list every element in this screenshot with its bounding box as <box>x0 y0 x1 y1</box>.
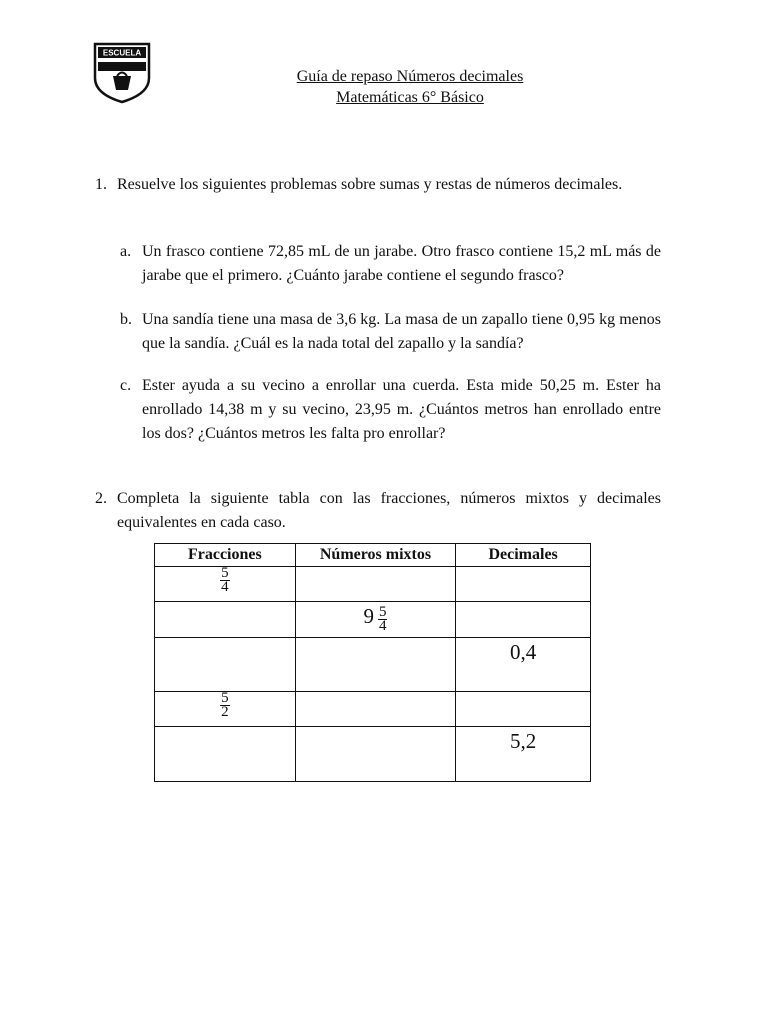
fraction-cell <box>155 692 296 727</box>
document-title: Guía de repaso Números decimales <box>296 68 524 85</box>
question-number: 2. <box>95 490 107 507</box>
table-row <box>155 567 591 602</box>
document-header <box>240 66 580 108</box>
fraction-denominator: 4 <box>221 579 229 595</box>
question-number: 1. <box>95 176 107 193</box>
mixed-number-cell <box>295 602 456 638</box>
svg-text:ESCUELA: ESCUELA <box>102 48 142 58</box>
fraction-cell <box>155 638 296 692</box>
fraction-numerator: 5 <box>221 565 229 581</box>
item-text: Un frasco contiene 72,85 mL de un jarabe. Otro frasco contiene 15,2 mL más de jarabe que el primero. ¿Cuánto jarabe contiene el segundo frasco? <box>142 243 661 284</box>
question-2 <box>95 487 661 535</box>
mixed-number-cell <box>295 727 456 782</box>
question-1-item-b <box>120 308 661 356</box>
question-1-item-a <box>120 240 661 288</box>
table-row <box>155 638 591 692</box>
decimal-cell <box>456 692 591 727</box>
table-row <box>155 602 591 638</box>
fraction-cell <box>155 567 296 602</box>
item-text: Ester ayuda a su vecino a enrollar una cuerda. Esta mide 50,25 m. Ester ha enrollado 14,38 m y su vecino, 23,95 m. ¿Cuántos metros han enrollado entre los dos? ¿Cuántos metros les falta pro enrollar? <box>142 377 661 442</box>
fraction-numerator: 5 <box>378 604 387 620</box>
decimal-cell <box>456 638 591 692</box>
conversion-table <box>154 543 591 782</box>
mixed-whole: 9 <box>363 604 374 629</box>
fraction-cell <box>155 727 296 782</box>
fraction-denominator: 2 <box>221 704 229 720</box>
question-1 <box>95 173 661 197</box>
item-letter: b. <box>120 311 132 328</box>
mixed-number-cell <box>295 638 456 692</box>
fraction-denominator: 4 <box>378 618 387 634</box>
table-header-row <box>155 544 591 567</box>
decimal-cell <box>456 567 591 602</box>
decimal-value: 0,4 <box>510 640 537 664</box>
question-1-item-c <box>120 374 661 446</box>
document-subtitle: Matemáticas 6° Básico <box>336 89 484 106</box>
fraction-numerator: 5 <box>221 690 229 706</box>
fraction <box>378 606 388 633</box>
mixed-number-cell <box>295 692 456 727</box>
fraction <box>220 567 230 594</box>
header-fracciones: Fracciones <box>155 544 296 567</box>
fraction <box>220 692 230 719</box>
item-letter: a. <box>120 243 132 260</box>
question-text: Resuelve los siguientes problemas sobre sumas y restas de números decimales. <box>117 176 623 193</box>
fraction-cell <box>155 602 296 638</box>
question-text: Completa la siguiente tabla con las fracciones, números mixtos y decimales equivalentes en cada caso. <box>117 490 661 531</box>
decimal-cell <box>456 727 591 782</box>
decimal-cell <box>456 602 591 638</box>
decimal-value: 5,2 <box>510 729 537 753</box>
mixed-number-cell <box>295 567 456 602</box>
header-decimales: Decimales <box>456 544 591 567</box>
table-row <box>155 727 591 782</box>
item-letter: c. <box>120 377 132 394</box>
school-logo <box>93 42 151 104</box>
item-text: Una sandía tiene una masa de 3,6 kg. La masa de un zapallo tiene 0,95 kg menos que la sandía. ¿Cuál es la nada total del zapallo y la sandía? <box>142 311 661 352</box>
header-numeros-mixtos: Números mixtos <box>295 544 456 567</box>
table-row <box>155 692 591 727</box>
